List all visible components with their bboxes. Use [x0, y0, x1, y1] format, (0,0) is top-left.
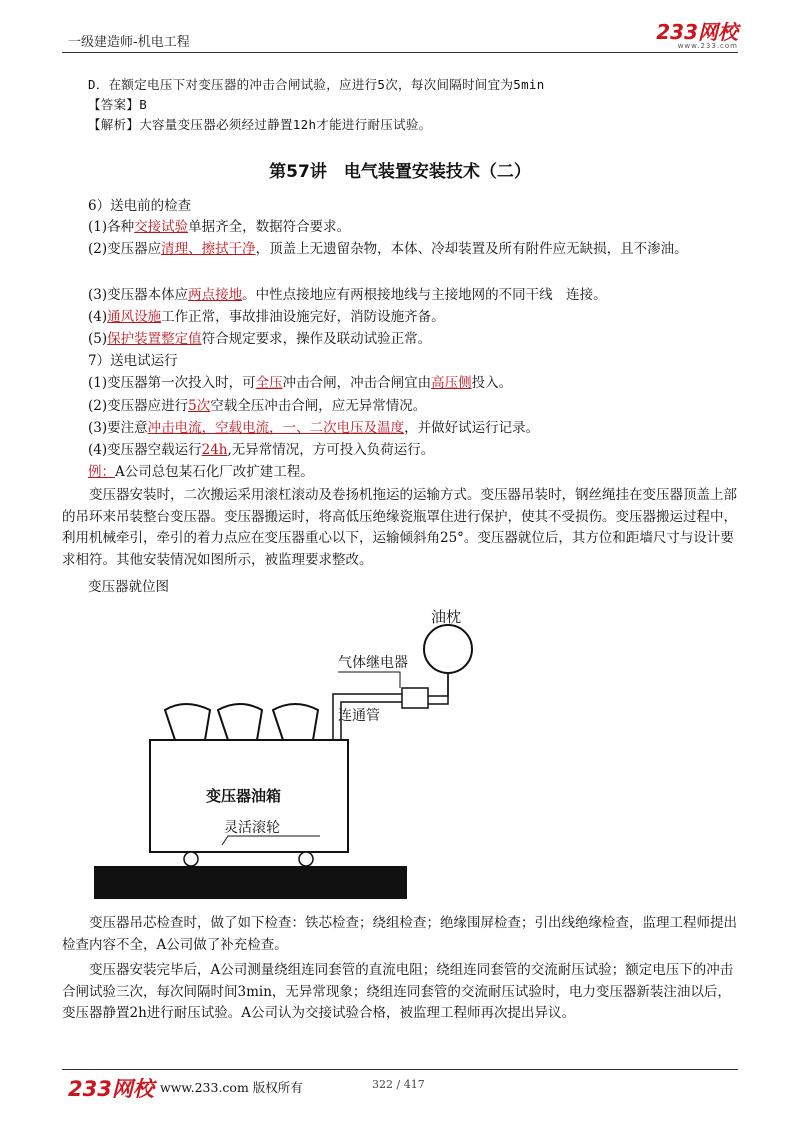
footer-divider	[62, 1069, 738, 1070]
footer-copyright: www.233.com 版权所有	[160, 1080, 303, 1095]
ground-slab	[94, 866, 407, 899]
s7-item-3: (3)要注意冲击电流，空载电流，一、二次电压及温度，并做好试运行记录。	[88, 420, 540, 436]
label-oil-pillow: 油枕	[431, 608, 462, 626]
s7-item-1: (1)变压器第一次投入时，可全压冲击合闸，冲击合闸宜由高压侧投入。	[88, 375, 513, 391]
oil-pillow-shape	[424, 625, 472, 673]
example-paragraph-2: 变压器吊芯检查时，做了如下检查：铁芯检查；绕组检查；绝缘围屏检查；引出线绝缘检查，监理工程师提出检查内容不全，A公司做了补充检查。	[62, 915, 737, 953]
s6-item-4: (4)通风设施工作正常，事故排油设施完好，消防设施齐备。	[88, 309, 445, 325]
label-wheels: 灵活滚轮	[224, 820, 280, 836]
logo-text: 233网校	[656, 20, 738, 44]
analysis-line: 【解析】大容量变压器必须经过静置12h才能进行耐压试验。	[88, 117, 432, 132]
logo-url: www.233.com	[677, 42, 738, 50]
example-line: 例：A公司总包某石化厂改扩建工程。	[88, 464, 314, 480]
example-paragraph-1: 变压器安装时，二次搬运采用滚杠滚动及卷扬机拖运的运输方式。变压器吊装时，钢丝绳挂在变压器顶盖上部的吊环来吊装整台变压器。变压器搬运时，将高低压绝缘瓷瓶罩住进行保护，使其不受损伤。变压器搬运过程中，利用机械牵引，牵引的着力点应在变压器重心以下，运输倾斜角25°。变压器就位后，其方位和距墙尺寸与设计要求相符。其他安装情况如图所示，被监理要求整改。	[62, 487, 737, 568]
figure-caption: 变压器就位图	[88, 579, 169, 595]
s7-item-2: (2)变压器应进行5次空载全压冲击合闸，应无异常情况。	[88, 398, 427, 414]
bushing-3	[273, 704, 318, 740]
example-paragraph-3: 变压器安装完毕后，A公司测量绕组连同套管的直流电阻；绕组连同套管的交流耐压试验；额定电压下的冲击合闸试验三次，每次间隔时间3min，无异常现象；绕组连同套管的交流耐压试验时，电力变压器新装注油以后，变压器静置2h进行耐压试验。A公司认为交接试验合格，被监理工程师再次提出异议。	[62, 962, 734, 1021]
s6-item-1: (1)各种交接试验单据齐全，数据符合要求。	[88, 219, 351, 235]
s6-heading: 6）送电前的检查	[88, 198, 192, 214]
label-connecting-pipe: 连通管	[338, 708, 380, 724]
page-number: 322 / 417	[372, 1078, 425, 1091]
wheel-right	[299, 852, 313, 866]
answer-line: 【答案】B	[88, 97, 148, 112]
wheel-left	[184, 852, 198, 866]
s7-heading: 7）送电试运行	[88, 353, 178, 369]
label-tank: 变压器油箱	[206, 787, 282, 805]
label-gas-relay: 气体继电器	[338, 655, 408, 671]
option-d: D．在额定电压下对变压器的冲击合闸试验，应进行5次，每次间隔时间宜为5min	[88, 77, 545, 92]
header-title: 一级建造师-机电工程	[68, 35, 190, 50]
s6-item-5: (5)保护装置整定值符合规定要求，操作及联动试验正常。	[88, 331, 432, 347]
s7-item-4: (4)变压器空载运行24h,无异常情况，方可投入负荷运行。	[88, 442, 435, 458]
footer-logo: 233网校	[68, 1077, 154, 1101]
gas-relay-shape	[402, 688, 428, 708]
bushing-2	[218, 704, 262, 740]
bushing-1	[165, 704, 210, 740]
section-title: 第57讲 电气装置安装技术（二）	[269, 162, 531, 182]
s6-item-2: (2)变压器应清理、擦拭干净，顶盖上无遗留杂物，本体、冷却装置及所有附件应无缺损，且不渗油。	[88, 241, 688, 257]
s6-item-3: (3)变压器本体应两点接地。中性点接地应有两根接地线与主接地网的不同干线 连接。	[88, 287, 607, 303]
